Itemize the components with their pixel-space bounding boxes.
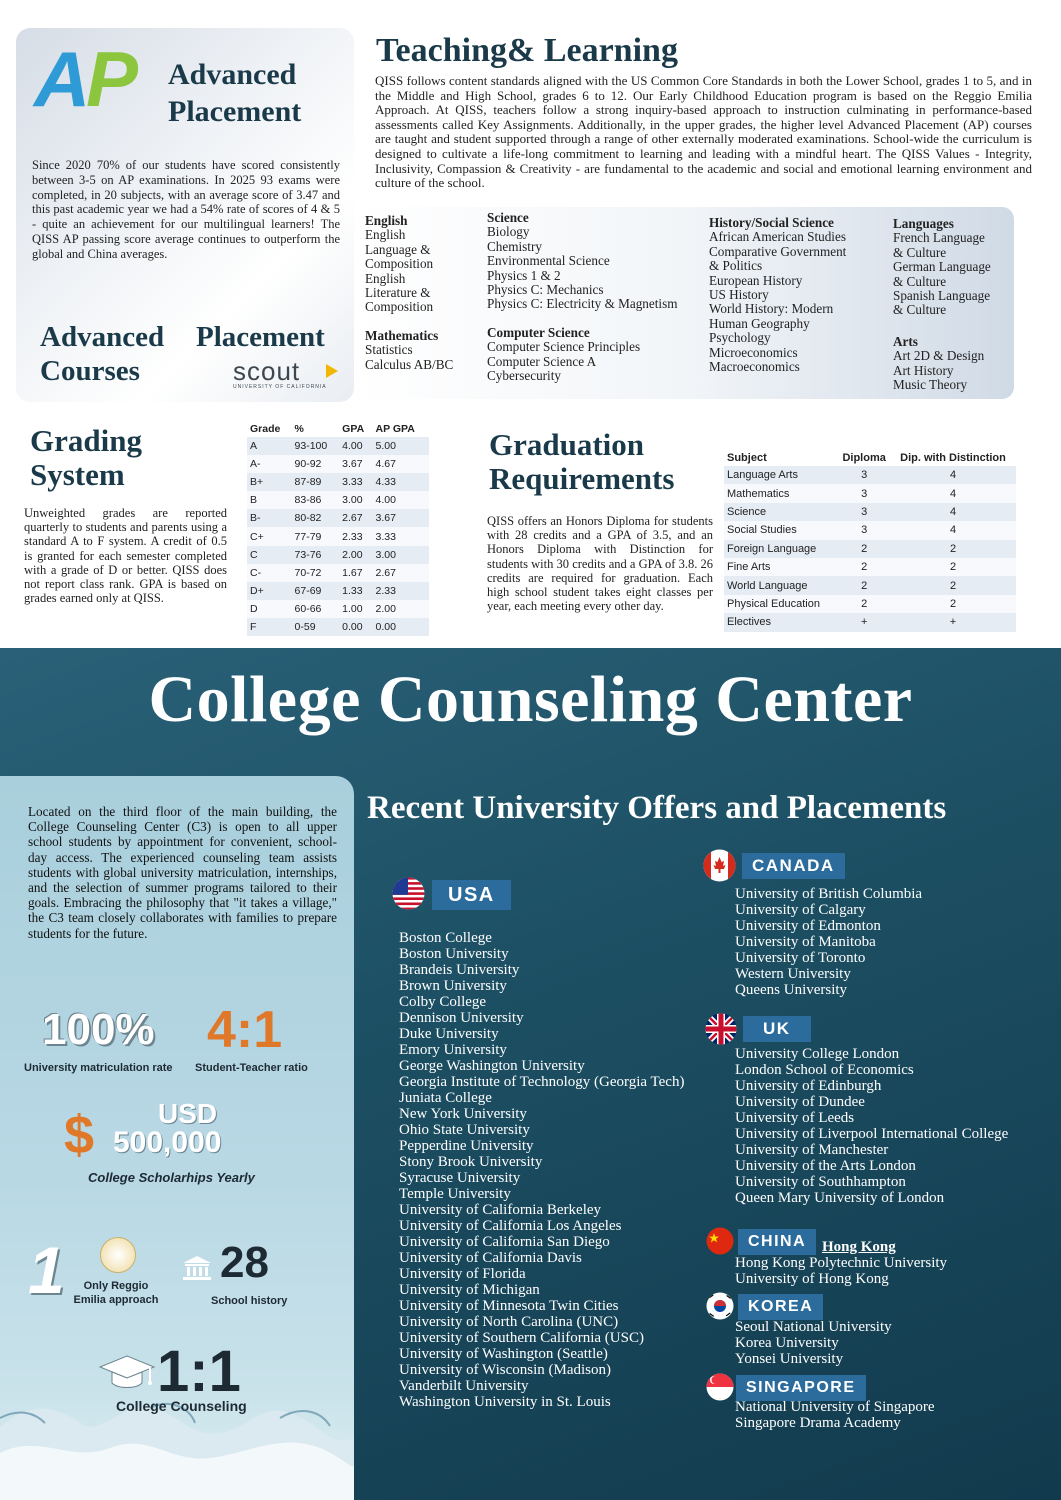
canada-flag-icon <box>703 849 736 882</box>
course-item: Chemistry <box>487 238 542 254</box>
usa-university-list <box>399 930 684 1410</box>
table-cell: 3.00 <box>373 546 429 564</box>
ap-logo: A P <box>34 35 139 123</box>
course-item: Spanish Language <box>893 288 991 304</box>
table-row <box>247 455 429 473</box>
table-cell: 2 <box>890 595 1016 613</box>
university-item: Brown University <box>399 978 507 994</box>
course-item: Computer Science Principles <box>487 339 641 355</box>
course-item: Physics C: Electricity & Magnetism <box>487 296 678 312</box>
table-cell: Social Studies <box>724 521 838 539</box>
university-item: Colby College <box>399 994 487 1010</box>
table-cell: Mathematics <box>724 484 838 502</box>
university-item: University of Leeds <box>735 1110 855 1126</box>
college-counseling-title: College Counseling Center <box>148 663 913 736</box>
university-item: Brandeis University <box>399 962 520 978</box>
table-cell: C- <box>247 564 292 582</box>
table-cell: 0-59 <box>292 618 340 636</box>
table-cell: 1.33 <box>339 582 372 600</box>
university-item: Queens University <box>735 982 848 998</box>
table-row <box>247 618 429 636</box>
table-header-cell: Diploma <box>838 449 890 466</box>
university-item: University of Hong Kong <box>735 1271 889 1287</box>
reggio-caption: Only Reggio Emilia approach <box>73 1280 159 1306</box>
university-item: University of Calgary <box>735 902 866 918</box>
school-history-caption: School history <box>211 1295 288 1307</box>
table-cell: 4 <box>890 521 1016 539</box>
table-row <box>724 540 1016 558</box>
course-item: Music Theory <box>893 377 968 393</box>
table-cell: 3.67 <box>339 455 372 473</box>
table-row <box>724 503 1016 521</box>
table-row <box>247 600 429 618</box>
course-item: Language & <box>365 241 431 257</box>
university-item: Pepperdine University <box>399 1138 534 1154</box>
table-row <box>724 521 1016 539</box>
scholarship-currency: USD <box>158 1098 218 1129</box>
university-item: University of North Carolina (UNC) <box>399 1314 619 1330</box>
course-item: World History: Modern <box>709 301 834 317</box>
course-item: Composition <box>365 299 434 315</box>
table-cell: C+ <box>247 527 292 545</box>
table-header-cell: Dip. with Distinction <box>890 449 1016 466</box>
university-item: University of Dundee <box>735 1094 865 1110</box>
table-row <box>724 576 1016 594</box>
course-item: German Language <box>893 259 991 275</box>
university-item: University of Toronto <box>735 950 866 966</box>
table-cell: 77-79 <box>292 527 340 545</box>
advanced-courses-heading: Advanced Courses <box>40 321 165 387</box>
canada-label: CANADA <box>742 853 845 879</box>
table-cell: 83-86 <box>292 491 340 509</box>
table-cell: + <box>838 613 890 631</box>
university-item: University of Manchester <box>735 1142 889 1158</box>
usa-flag-icon <box>392 877 425 910</box>
university-item: Queen Mary University of London <box>735 1190 945 1206</box>
university-item: Juniata College <box>399 1090 492 1106</box>
table-cell: 93-100 <box>292 437 340 455</box>
table-cell: 4 <box>890 484 1016 502</box>
china-label: CHINA <box>738 1229 816 1255</box>
table-cell: 4.33 <box>373 473 429 491</box>
uk-label: UK <box>743 1016 811 1042</box>
course-item: Statistics <box>365 342 413 358</box>
university-item: University of Edmonton <box>735 918 881 934</box>
table-header-cell: Grade <box>247 421 292 437</box>
course-item: Microeconomics <box>709 344 798 360</box>
counseling-ratio-caption: College Counseling <box>116 1398 247 1414</box>
university-item: Dennison University <box>399 1010 524 1026</box>
university-item: Boston College <box>399 930 492 946</box>
university-item: Georgia Institute of Technology (Georgia Tech) <box>399 1074 685 1090</box>
table-cell: 0.00 <box>373 618 429 636</box>
table-cell: 3.33 <box>373 527 429 545</box>
table-cell: Language Arts <box>724 466 838 484</box>
uk-university-list <box>735 1046 1008 1206</box>
matriculation-stat: 100% <box>42 1005 155 1054</box>
table-cell: + <box>890 613 1016 631</box>
table-cell: Electives <box>724 613 838 631</box>
korea-university-list <box>735 1319 892 1367</box>
table-row <box>724 484 1016 502</box>
table-row <box>724 613 1016 631</box>
table-cell: F <box>247 618 292 636</box>
table-row <box>247 491 429 509</box>
course-item: Biology <box>487 224 530 240</box>
university-item: University of Wisconsin (Madison) <box>399 1362 612 1378</box>
table-cell: Fine Arts <box>724 558 838 576</box>
placement-heading: Placement <box>196 321 325 353</box>
table-cell: 3.00 <box>339 491 372 509</box>
university-item: Syracuse University <box>399 1170 521 1186</box>
table-cell: 1.67 <box>339 564 372 582</box>
table-cell: C <box>247 546 292 564</box>
university-item: London School of Economics <box>735 1062 914 1078</box>
course-item: Physics C: Mechanics <box>487 282 604 298</box>
table-cell: B <box>247 491 292 509</box>
university-item: University of California Berkeley <box>399 1202 602 1218</box>
university-item: Boston University <box>399 946 509 962</box>
table-cell: 2 <box>838 540 890 558</box>
course-item: Macroeconomics <box>709 359 800 375</box>
course-heading: Mathematics <box>365 328 439 343</box>
reggio-emilia-logo <box>100 1237 136 1273</box>
table-cell: 1.00 <box>339 600 372 618</box>
course-heading: Languages <box>893 216 954 231</box>
table-cell: D+ <box>247 582 292 600</box>
grading-title: Grading System <box>30 423 142 492</box>
university-item: University of the Arts London <box>735 1158 916 1174</box>
table-cell: 3.67 <box>373 509 429 527</box>
table-header-cell: AP GPA <box>373 421 429 437</box>
table-cell: 3 <box>838 503 890 521</box>
counseling-ratio-stat: 1:1 <box>157 1339 241 1404</box>
korea-label: KOREA <box>738 1294 823 1320</box>
table-cell: 4 <box>890 466 1016 484</box>
ap-description: Since 2020 70% of our students have scored consistently between 3-5 on AP examinations. In 2025 93 exams were completed, in 20 subjects, with an average score of 3.47 and this past academic year we had a 54% rate of scores of 4 & 5 - quite an achievement for our multilingual learners! The QISS AP passing score average continues to outperform the global and China averages. <box>32 158 340 261</box>
counseling-description: Located on the third floor of the main building, the College Counseling Center (C3) is open to all upper school students by appointment for convenient, school-day access. The experienced counseling team assists students with global university matriculation, internships, and the selection of summer programs tailored to their goals. Embracing the philosophy that "it takes a village," the C3 team closely collaborates with families to prepare students for the future. <box>28 804 337 941</box>
table-cell: 80-82 <box>292 509 340 527</box>
table-cell: 0.00 <box>339 618 372 636</box>
course-heading: English <box>365 213 408 228</box>
course-group-english <box>365 214 480 315</box>
school-building-icon <box>182 1255 212 1281</box>
table-row <box>247 564 429 582</box>
grade-table <box>247 421 429 636</box>
table-cell: 4.00 <box>373 491 429 509</box>
university-item: University of Southern California (USC) <box>399 1330 644 1346</box>
university-item: University of Minnesota Twin Cities <box>399 1298 619 1314</box>
course-item: Physics 1 & 2 <box>487 267 561 283</box>
university-item: Singapore Drama Academy <box>735 1415 901 1431</box>
table-header-cell: GPA <box>339 421 372 437</box>
table-cell: 60-66 <box>292 600 340 618</box>
table-cell: 2.00 <box>339 546 372 564</box>
table-cell: 2 <box>890 558 1016 576</box>
university-item: Seoul National University <box>735 1319 892 1335</box>
table-row <box>247 527 429 545</box>
teaching-learning-title: Teaching& Learning <box>376 32 678 69</box>
course-heading: History/Social Science <box>709 215 834 230</box>
table-cell: 4 <box>890 503 1016 521</box>
table-row <box>247 509 429 527</box>
course-heading: Computer Science <box>487 325 590 340</box>
university-item: Stony Brook University <box>399 1154 543 1170</box>
university-item: Vanderbilt University <box>399 1378 529 1394</box>
university-item: Hong Kong Polytechnic University <box>735 1255 948 1271</box>
university-item: University of California Davis <box>399 1250 582 1266</box>
table-cell: 4.00 <box>339 437 372 455</box>
university-item: University of Washington (Seattle) <box>399 1346 608 1362</box>
reggio-stat: 1 <box>28 1233 65 1307</box>
graduation-text: QISS offers an Honors Diploma for students with 28 credits and a GPA of 3.5, and an Honors Diploma with Distinction for students with 30 credits and a GPA of 3.8. 26 credits are required for graduation. Each high school student takes eight classes per year, each meeting every other day. <box>487 514 713 614</box>
singapore-label: SINGAPORE <box>736 1375 866 1401</box>
school-history-stat: 28 <box>220 1238 269 1287</box>
table-cell: B+ <box>247 473 292 491</box>
scout-logo: scout UNIVERSITY OF CALIFORNIA <box>233 358 343 394</box>
table-cell: 90-92 <box>292 455 340 473</box>
university-item: University of California Los Angeles <box>399 1218 622 1234</box>
table-cell: 5.00 <box>373 437 429 455</box>
course-heading: Arts <box>893 334 918 349</box>
course-item: Human Geography <box>709 315 810 331</box>
ap-title: Advanced Placement <box>168 58 302 128</box>
course-group-cs <box>487 326 702 384</box>
course-item: & Culture <box>893 273 947 289</box>
university-item: University of Michigan <box>399 1282 540 1298</box>
korea-flag-icon <box>706 1292 734 1320</box>
matriculation-caption: University matriculation rate <box>24 1062 173 1074</box>
table-cell: 3 <box>838 466 890 484</box>
table-row <box>724 595 1016 613</box>
table-cell: 73-76 <box>292 546 340 564</box>
grading-text: Unweighted grades are reported quarterly to students and parents using a standard A to F system. A credit of 0.5 is granted for each semester completed with a grade of D or better. QISS does not report class rank. GPA is based on grades earned only at QISS. <box>24 506 227 606</box>
table-header-cell: % <box>292 421 340 437</box>
table-cell: World Language <box>724 576 838 594</box>
course-item: African American Studies <box>709 229 846 245</box>
course-group-history <box>709 216 884 374</box>
table-row <box>724 558 1016 576</box>
table-cell: 2 <box>838 595 890 613</box>
course-item: Literature & <box>365 285 431 301</box>
course-item: Cybersecurity <box>487 368 561 384</box>
course-item: Computer Science A <box>487 353 597 369</box>
course-item: English <box>365 270 406 286</box>
table-cell: D <box>247 600 292 618</box>
course-heading: Science <box>487 210 529 225</box>
hong-kong-subheading: Hong Kong <box>822 1239 896 1255</box>
course-item: US History <box>709 287 769 303</box>
course-item: European History <box>709 272 803 288</box>
table-cell: 2.67 <box>373 564 429 582</box>
table-cell: Science <box>724 503 838 521</box>
course-group-science <box>487 211 702 312</box>
course-group-math <box>365 329 480 372</box>
table-cell: 2 <box>890 540 1016 558</box>
table-row <box>247 437 429 455</box>
table-cell: 2 <box>838 576 890 594</box>
university-item: University of California San Diego <box>399 1234 610 1250</box>
university-item: University of British Columbia <box>735 886 923 902</box>
course-item: & Politics <box>709 258 763 274</box>
graduation-table <box>724 449 1016 632</box>
course-item: Psychology <box>709 330 771 346</box>
university-item: Korea University <box>735 1335 839 1351</box>
graduation-cap-icon <box>98 1352 156 1392</box>
graduation-title: Graduation Requirements <box>489 427 675 496</box>
singapore-university-list <box>735 1399 935 1431</box>
singapore-flag-icon <box>706 1373 734 1401</box>
table-cell: 2 <box>890 576 1016 594</box>
table-cell: 2.00 <box>373 600 429 618</box>
table-row <box>247 473 429 491</box>
university-item: New York University <box>399 1106 527 1122</box>
table-row <box>247 546 429 564</box>
teaching-learning-text: QISS follows content standards aligned with the US Common Core Standards in both the Lower School, grades 1 to 5, and in the Middle and High School, grades 6 to 12. Our Early Childhood Education program is based on the Reggio Emilia Approach. At QISS, teachers follow a strong inquiry-based approach to instruction culminating in performance-based assessments called Key Assignments. Additionally, in the upper grades, the higher level Advanced Placement (AP) courses are taught and student supported through a range of other externally moderated examinations. School-wide the curriculum is designed to cultivate a life-long commitment to learning and leading with a mindful heart. The QISS Values - Integrity, Inclusivity, Compassion & Creativity - are fundamental to the academic and social and emotional learning environment and culture of the school. <box>375 73 1032 191</box>
table-cell: B- <box>247 509 292 527</box>
course-item: Art 2D & Design <box>893 348 985 364</box>
university-item: University of Liverpool International College <box>735 1126 1009 1142</box>
university-item: University of Edinburgh <box>735 1078 882 1094</box>
university-item: University of Florida <box>399 1266 526 1282</box>
university-item: University of Southhampton <box>735 1174 906 1190</box>
table-cell: 2 <box>838 558 890 576</box>
table-cell: 67-69 <box>292 582 340 600</box>
china-university-list <box>735 1255 947 1287</box>
table-cell: Physical Education <box>724 595 838 613</box>
university-item: Yonsei University <box>735 1351 844 1367</box>
ratio-stat: 4:1 <box>207 1001 283 1059</box>
canada-university-list <box>735 886 922 998</box>
course-item: & Culture <box>893 244 947 260</box>
course-item: Environmental Science <box>487 253 610 269</box>
table-cell: A <box>247 437 292 455</box>
table-cell: 3 <box>838 521 890 539</box>
ratio-caption: Student-Teacher ratio <box>195 1062 308 1074</box>
university-item: Washington University in St. Louis <box>399 1394 611 1410</box>
course-item: Art History <box>893 362 954 378</box>
course-group-languages <box>893 217 1011 318</box>
scholarship-amount: 500,000 <box>113 1126 222 1159</box>
university-item: University College London <box>735 1046 900 1062</box>
scholarship-caption: College Scholarhips Yearly <box>88 1170 255 1185</box>
table-cell: 70-72 <box>292 564 340 582</box>
table-cell: 2.33 <box>339 527 372 545</box>
usa-label: USA <box>432 880 511 910</box>
table-cell: 2.67 <box>339 509 372 527</box>
china-flag-icon <box>706 1227 734 1255</box>
university-item: Duke University <box>399 1026 499 1042</box>
university-item: Ohio State University <box>399 1122 530 1138</box>
course-item: English <box>365 227 406 243</box>
course-item: Comparative Government <box>709 243 847 259</box>
offers-title: Recent University Offers and Placements <box>367 790 947 826</box>
table-cell: A- <box>247 455 292 473</box>
table-row <box>724 466 1016 484</box>
uk-flag-icon <box>705 1013 737 1045</box>
university-item: Western University <box>735 966 851 982</box>
table-cell: 2.33 <box>373 582 429 600</box>
university-item: Temple University <box>399 1186 511 1202</box>
course-item: Calculus AB/BC <box>365 356 454 372</box>
course-item: & Culture <box>893 302 947 318</box>
table-row <box>247 582 429 600</box>
table-cell: 4.67 <box>373 455 429 473</box>
course-item: French Language <box>893 230 985 246</box>
course-group-arts <box>893 335 1011 393</box>
table-cell: Foreign Language <box>724 540 838 558</box>
dollar-icon: $ <box>64 1105 95 1165</box>
university-item: National University of Singapore <box>735 1399 935 1415</box>
university-item: George Washington University <box>399 1058 585 1074</box>
course-item: Composition <box>365 256 434 272</box>
table-cell: 87-89 <box>292 473 340 491</box>
table-cell: 3.33 <box>339 473 372 491</box>
university-item: Emory University <box>399 1042 507 1058</box>
table-header-cell: Subject <box>724 449 838 466</box>
university-item: University of Manitoba <box>735 934 876 950</box>
table-cell: 3 <box>838 484 890 502</box>
